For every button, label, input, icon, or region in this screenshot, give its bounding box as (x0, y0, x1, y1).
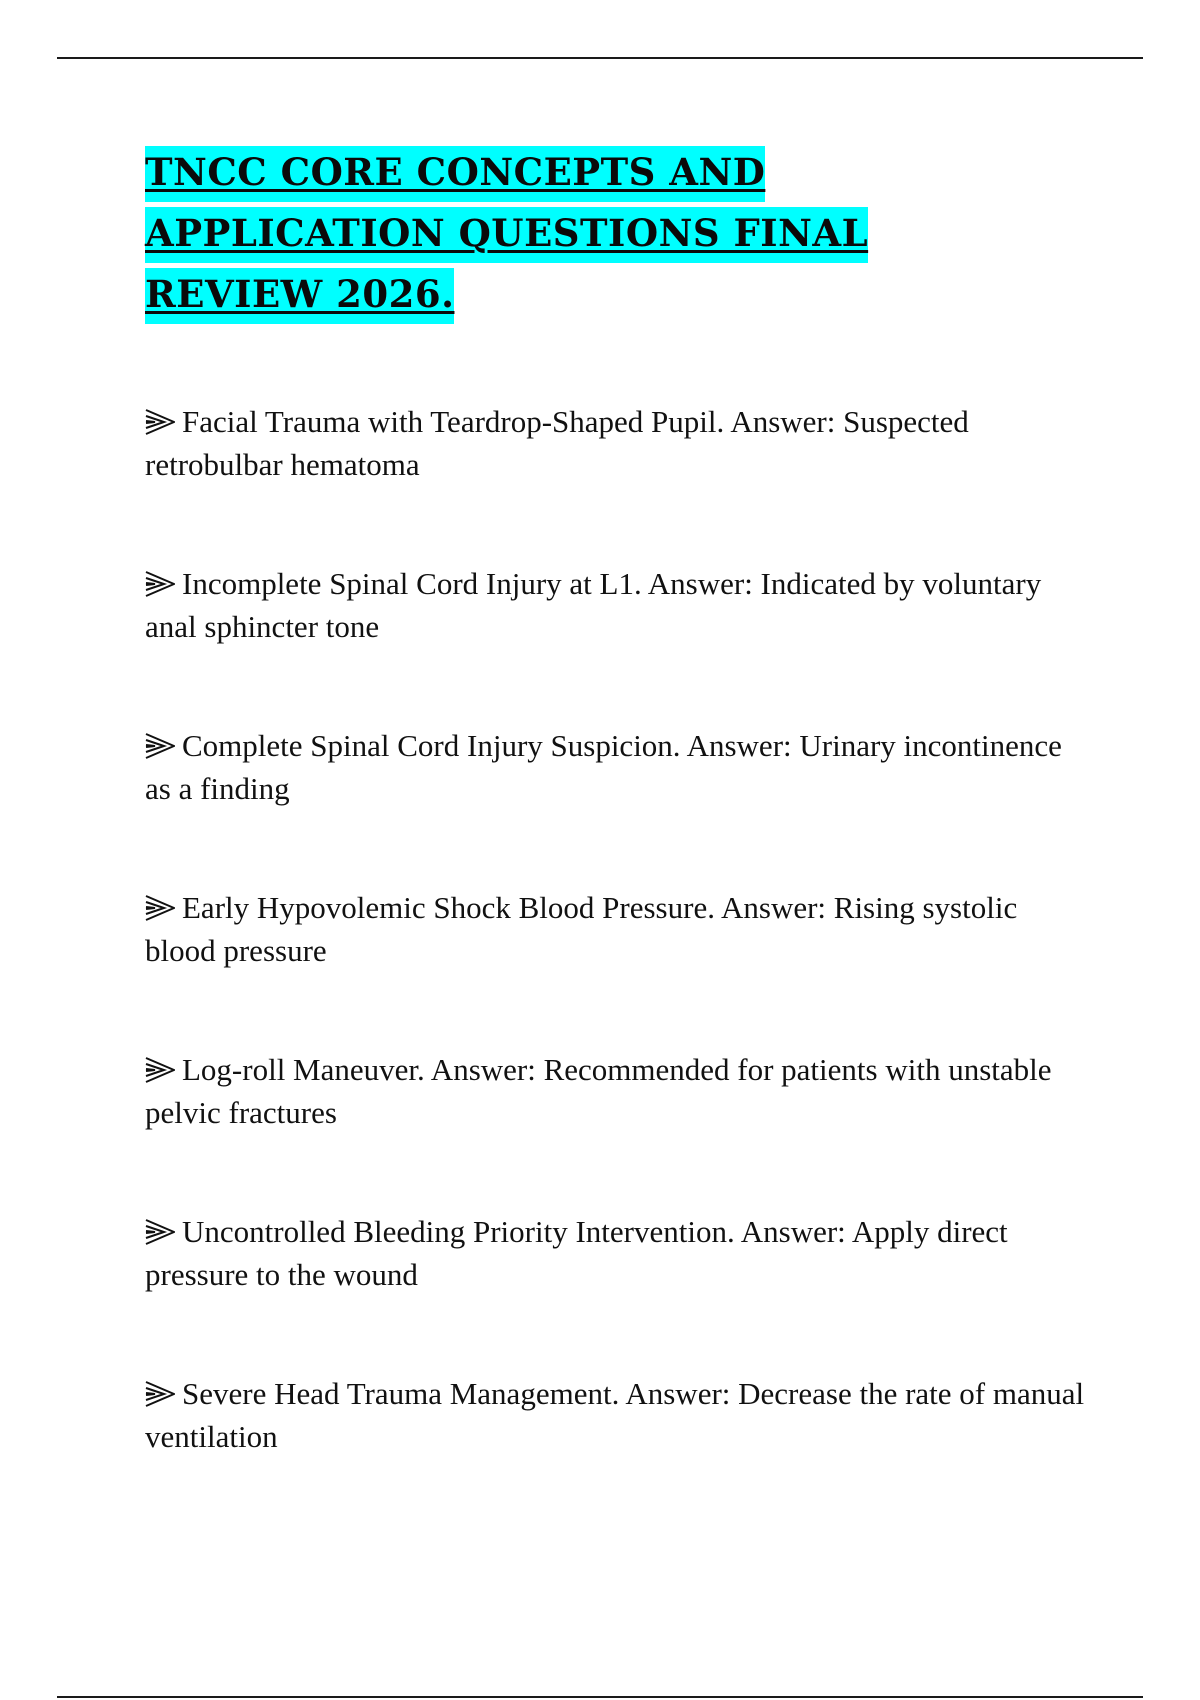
list-item (145, 562, 1085, 648)
item-text: Log-roll Maneuver. Answer: Recommended for patients with unstable pelvic fractures (145, 1052, 1052, 1130)
qa-list (145, 400, 1085, 1534)
bottom-divider (57, 1696, 1143, 1698)
item-text: Facial Trauma with Teardrop-Shaped Pupil. Answer: Suspected retrobulbar hematoma (145, 404, 969, 482)
item-text: Complete Spinal Cord Injury Suspicion. Answer: Urinary incontinence as a finding (145, 728, 1062, 806)
list-item (145, 1372, 1085, 1458)
triple-chevron-arrow-icon (145, 409, 175, 435)
item-text: Incomplete Spinal Cord Injury at L1. Answer: Indicated by voluntary anal sphincter tone (145, 566, 1042, 644)
list-item (145, 724, 1085, 810)
title-highlight: TNCC CORE CONCEPTS AND APPLICATION QUESTIONS FINAL REVIEW 2026. (145, 146, 868, 324)
top-divider (57, 57, 1143, 59)
document-title (145, 142, 1045, 325)
triple-chevron-arrow-icon (145, 733, 175, 759)
list-item (145, 1210, 1085, 1296)
item-text: Uncontrolled Bleeding Priority Intervention. Answer: Apply direct pressure to the wound (145, 1214, 1008, 1292)
triple-chevron-arrow-icon (145, 1057, 175, 1083)
item-text: Severe Head Trauma Management. Answer: Decrease the rate of manual ventilation (145, 1376, 1085, 1454)
list-item (145, 400, 1085, 486)
list-item (145, 886, 1085, 972)
triple-chevron-arrow-icon (145, 895, 175, 921)
list-item (145, 1048, 1085, 1134)
triple-chevron-arrow-icon (145, 571, 175, 597)
triple-chevron-arrow-icon (145, 1381, 175, 1407)
item-text: Early Hypovolemic Shock Blood Pressure. Answer: Rising systolic blood pressure (145, 890, 1018, 968)
triple-chevron-arrow-icon (145, 1219, 175, 1245)
